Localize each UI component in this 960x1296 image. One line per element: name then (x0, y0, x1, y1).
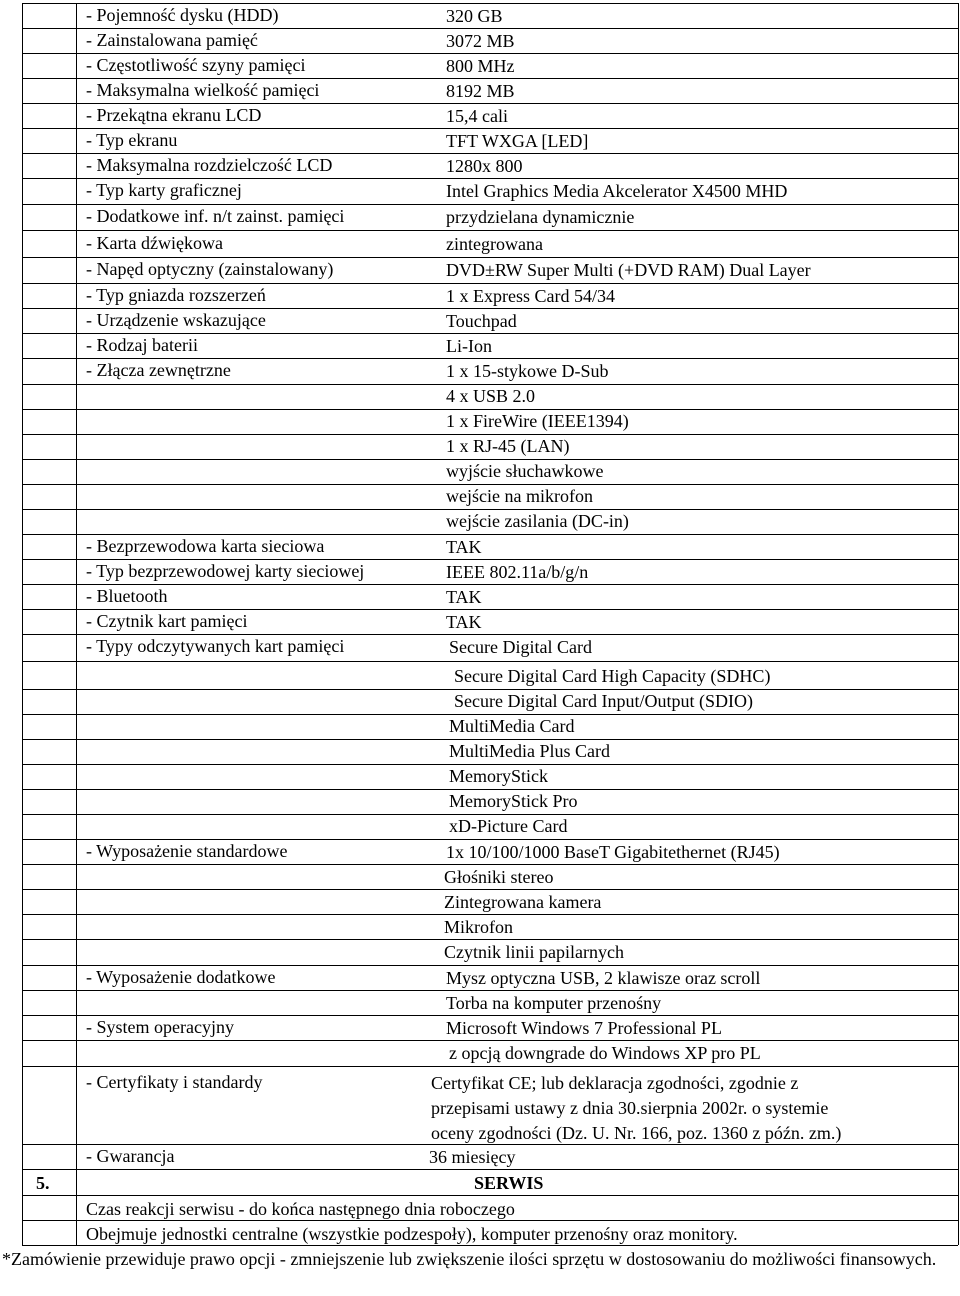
spec-label: - Certyfikaty i standardy (86, 1072, 263, 1092)
spec-value: Torba na komputer przenośny (446, 993, 662, 1013)
spec-values (446, 205, 634, 230)
spec-value: Secure Digital Card Input/Output (SDIO) (454, 691, 753, 711)
spec-value: MemoryStick Pro (449, 791, 578, 811)
table-column-rule (958, 3, 959, 1245)
spec-value: 4 x USB 2.0 (446, 386, 536, 406)
spec-value: zintegrowana (446, 234, 543, 254)
spec-value: TAK (446, 537, 482, 557)
spec-values (446, 29, 515, 54)
spec-value: IEEE 802.11a/b/g/n (446, 562, 589, 582)
spec-value: Certyfikat CE; lub deklaracja zgodności, zgodnie z (431, 1073, 799, 1093)
spec-values (429, 1145, 515, 1170)
section-title: SERWIS (474, 1173, 544, 1193)
spec-values (446, 54, 515, 79)
spec-values (446, 309, 517, 334)
spec-value: MultiMedia Card (449, 716, 575, 736)
spec-label: - Typ bezprzewodowej karty sieciowej (86, 561, 365, 581)
spec-value: Czytnik linii papilarnych (444, 942, 624, 962)
spec-values (446, 4, 503, 29)
spec-label: - Urządzenie wskazujące (86, 310, 266, 330)
spec-label: - Przekątna ekranu LCD (86, 105, 262, 125)
spec-value: 1 x 15-stykowe D-Sub (446, 361, 609, 381)
spec-values (446, 1016, 761, 1066)
spec-values (446, 635, 770, 839)
spec-value: MemoryStick (449, 766, 548, 786)
spec-value: Secure Digital Card (449, 637, 592, 657)
spec-value: Secure Digital Card High Capacity (SDHC) (454, 666, 771, 686)
spec-label: - Dodatkowe inf. n/t zainst. pamięci (86, 206, 345, 226)
spec-value: przepisami ustawy z dnia 30.sierpnia 2002r. o systemie (431, 1098, 829, 1118)
spec-value: Intel Graphics Media Akcelerator X4500 MHD (446, 181, 788, 201)
spec-value: 320 GB (446, 6, 503, 26)
spec-label: - Typy odczytywanych kart pamięci (86, 636, 345, 656)
spec-label: - Częstotliwość szyny pamięci (86, 55, 306, 75)
spec-label: - Karta dźwiękowa (86, 233, 223, 253)
spec-label: - Zainstalowana pamięć (86, 30, 258, 50)
spec-value: wejście zasilania (DC-in) (446, 511, 629, 531)
spec-value: wejście na mikrofon (446, 486, 593, 506)
spec-values (446, 610, 482, 635)
table-rule (22, 1195, 958, 1196)
spec-value: Microsoft Windows 7 Professional PL (446, 1018, 722, 1038)
spec-value: przydzielana dynamicznie (446, 207, 635, 227)
spec-value: MultiMedia Plus Card (449, 741, 610, 761)
table-rule (22, 1066, 958, 1067)
table-column-rule (22, 3, 23, 1245)
spec-value: TAK (446, 587, 482, 607)
spec-values (446, 79, 515, 104)
spec-label: - System operacyjny (86, 1017, 234, 1037)
spec-value: 1280x 800 (446, 156, 523, 176)
spec-values (446, 966, 760, 1016)
spec-label: - Bluetooth (86, 586, 168, 606)
spec-value: xD-Picture Card (449, 816, 568, 836)
spec-label: - Napęd optyczny (zainstalowany) (86, 259, 334, 279)
spec-label: - Bezprzewodowa karta sieciowa (86, 536, 325, 556)
spec-value: 800 MHz (446, 56, 515, 76)
spec-value: TAK (446, 612, 482, 632)
spec-label: - Złącza zewnętrzne (86, 360, 231, 380)
table-column-rule (76, 3, 77, 1245)
spec-values (446, 560, 588, 585)
spec-value: Głośniki stereo (444, 867, 554, 887)
spec-value: TFT WXGA [LED] (446, 131, 589, 151)
spec-values (446, 104, 508, 129)
spec-value: 1 x RJ-45 (LAN) (446, 436, 570, 456)
table-rule (22, 230, 958, 231)
spec-value: 15,4 cali (446, 106, 508, 126)
spec-value: Li-Ion (446, 336, 492, 356)
spec-value: Mikrofon (444, 917, 513, 937)
spec-values (446, 129, 588, 154)
spec-label: - Wyposażenie dodatkowe (86, 967, 276, 987)
spec-value: Zintegrowana kamera (444, 892, 602, 912)
spec-label: - Pojemność dysku (HDD) (86, 5, 279, 25)
spec-values (446, 179, 787, 204)
service-note: Czas reakcji serwisu - do końca następnego dnia roboczego (86, 1199, 515, 1219)
spec-label: - Wyposażenie standardowe (86, 841, 288, 861)
spec-value: DVD±RW Super Multi (+DVD RAM) Dual Layer (446, 260, 811, 280)
spec-value: 1x 10/100/1000 BaseT Gigabitethernet (RJ45) (446, 842, 780, 862)
spec-label: - Czytnik kart pamięci (86, 611, 248, 631)
spec-value: 1 x Express Card 54/34 (446, 286, 615, 306)
spec-value: 1 x FireWire (IEEE1394) (446, 411, 629, 431)
spec-label: - Typ ekranu (86, 130, 178, 150)
spec-values (446, 154, 523, 179)
footer-note: *Zamówienie przewiduje prawo opcji - zmniejszenie lub zwiększenie ilości sprzętu w dostosowaniu do możliwości finansowych. (2, 1249, 937, 1269)
spec-value: z opcją downgrade do Windows XP pro PL (449, 1043, 761, 1063)
section-number: 5. (36, 1173, 50, 1193)
spec-label: - Typ gniazda rozszerzeń (86, 285, 266, 305)
service-note: Obejmuje jednostki centralne (wszystkie podzespoły), komputer przenośny oraz monitory. (86, 1224, 738, 1244)
spec-values (446, 359, 629, 534)
spec-label: - Rodzaj baterii (86, 335, 198, 355)
spec-values (446, 258, 811, 283)
spec-value: 8192 MB (446, 81, 515, 101)
spec-label: - Maksymalna wielkość pamięci (86, 80, 320, 100)
spec-value: oceny zgodności (Dz. U. Nr. 166, poz. 1360 z późn. zm.) (431, 1123, 842, 1143)
spec-value: Mysz optyczna USB, 2 klawisze oraz scroll (446, 968, 761, 988)
spec-values (446, 535, 482, 560)
spec-label: - Gwarancja (86, 1146, 175, 1166)
spec-values (446, 232, 543, 257)
spec-label: - Typ karty graficznej (86, 180, 242, 200)
spec-values (446, 284, 615, 309)
spec-label: - Maksymalna rozdzielczość LCD (86, 155, 333, 175)
spec-value: wyjście słuchawkowe (446, 461, 604, 481)
spec-values (446, 334, 492, 359)
spec-values (446, 840, 780, 965)
spec-value: Touchpad (446, 311, 517, 331)
spec-value: 3072 MB (446, 31, 515, 51)
spec-values (446, 585, 482, 610)
spec-values (431, 1071, 841, 1146)
spec-value: 36 miesięcy (429, 1147, 516, 1167)
